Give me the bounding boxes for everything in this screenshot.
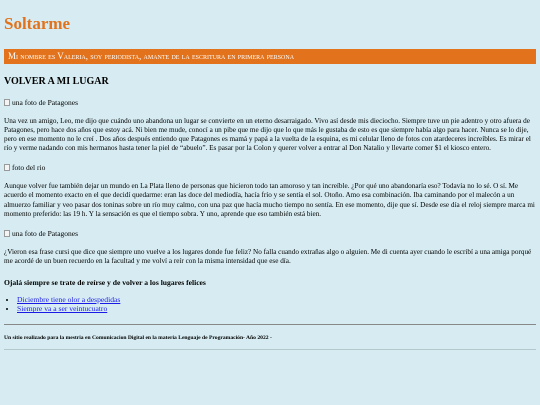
paragraph-3: ¿Vieron esa frase cursi que dice que siempre uno vuelve a los lugares donde fue feliz? No falla cuando extrañas algo o alguien. Me di cuenta ayer cuando le escribí a una amiga porqué me acordé de un buen recuerdo en la facultad y me volví a reír con la misma intensidad que ese día. <box>4 247 532 265</box>
image-alt-text: foto del rio <box>12 163 46 173</box>
footer-text: Un sitio realizado para la mestria en Comunicacion Digital en la materia Lenguaje de Programación- Año 2022 - <box>4 334 272 341</box>
broken-image-icon <box>4 230 10 237</box>
list-item <box>17 295 536 305</box>
closing-line: Ojalá siempre se trate de reírse y de volver a los lugares felices <box>4 277 206 287</box>
paragraph-2: Aunque volver fue también dejar un mundo en La Plata lleno de personas que hicieron todo tan amoroso y tan increíble. ¿Por qué uno abandonaría eso? Todavía no lo sé. O sí. Me acuerdo el momento exacto en el que decidí quedarme: eran las doce del mediodía, hacía frío y se sentía el sol. Otoño. Amo esa combinación. Iba caminando por el malecón a un almuerzo familiar y veo pasar dos toninas sobre un río muy calmo, con una paz que hacía mucho tiempo no sentía. En ese momento, dije que sí. Desde ese día el reloj siempre marca mi momento preferido: las 19 h. Y la sensación es que el tiempo sobra. Y uno, aprende que eso también está bien. <box>4 182 535 218</box>
related-links-list <box>4 295 536 314</box>
bottom-divider <box>4 349 536 350</box>
article <box>4 76 536 314</box>
image-alt-text: una foto de Patagones <box>12 228 79 238</box>
paragraph-1: Una vez un amigo, Leo, me dijo que cuándo uno abandona un lugar se convierte en un eterno desarraigado. Vivo así desde mis dieciocho. Siempre tuve un pie adentro y otro afuera de Patagones, pero hace dos años que estoy acá. Ni bien me mude, conocí a un pibe que me dijo que lo que más le gustaba de esto es que siempre había algo para hacer. Nunca se lo dije, pero en ese momento no le creí . Dos años después entiendo que Patagones es mamá y papá a la vuelta de la esquina, es mi celular lleno de fotos con atardeceres increíbles. Es mirar el río y verme nadando con mis hermanos hasta tener la piel de “abuelo”. Es pasar por la Colon y querer volver a entrar al Don Natalio y llevarte comer $1 el kiosco entero. <box>4 117 531 153</box>
list-item <box>17 304 536 314</box>
image-alt-text: una foto de Patagones <box>12 98 79 107</box>
link-veintucuatro[interactable]: Siempre va a ser veintucuatro <box>17 304 108 314</box>
site-title: Soltarme <box>4 14 71 33</box>
footer-divider <box>4 324 536 325</box>
header-banner: Mi nombre es Valeria, soy periodista, amante de la escritura en primera persona <box>4 49 536 64</box>
image-patagones-2 <box>4 229 536 238</box>
broken-image-icon <box>4 164 10 171</box>
post-title: VOLVER A MI LUGAR <box>4 76 109 87</box>
link-diciembre[interactable]: Diciembre tiene olor a despedidas <box>17 294 121 304</box>
image-patagones-1 <box>4 98 536 107</box>
broken-image-icon <box>4 99 10 106</box>
image-rio <box>4 163 536 172</box>
